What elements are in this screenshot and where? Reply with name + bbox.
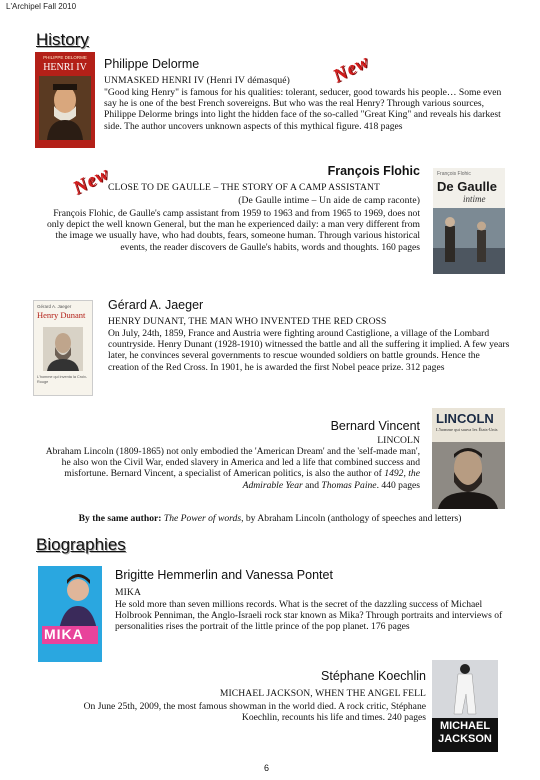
book-description: Abraham Lincoln (1809-1865) not only embodied the 'American Dream' and the 'self-made man', he also won the Civil War, ended slavery in America and led a life that combined success and misfortune. Bernard Vincent, a specialist of American politics, is also the author of 1492, the Admirable Year and Thomas Paine. 440 pages bbox=[45, 446, 420, 491]
cover-subtitle: L'homme qui inventa la Croix-Rouge bbox=[37, 375, 88, 384]
book-cover-lincoln bbox=[432, 408, 505, 509]
running-header: L'Archipel Fall 2010 bbox=[6, 2, 77, 11]
book-author: François Flohic bbox=[327, 164, 420, 178]
book-title: LINCOLN bbox=[377, 435, 420, 446]
book-author: Stéphane Koechlin bbox=[321, 669, 426, 683]
book-description: On July, 24th, 1859, France and Austria were fighting around Castiglione, a village of the Lombard countryside. Henry Dunant (1928-1910) witnessed the battle and all the suffering it implied. A few years later, he convinces several governments to rescue wounded soldiers on battle grounds. Hence the creation of the Red Cross. In 1901, he is awarded the first Nobel peace prize. 312 pages bbox=[108, 328, 510, 373]
cover-title: MIKA bbox=[44, 626, 84, 642]
portrait-illustration bbox=[432, 442, 505, 509]
cover-author: Gérard A. Jaeger bbox=[37, 304, 72, 309]
book-title: MIKA bbox=[115, 587, 141, 598]
cover-author: PHILIPPE DELORME bbox=[43, 55, 87, 60]
book-author: Gérard A. Jaeger bbox=[108, 298, 204, 312]
cover-author: François Flohic bbox=[437, 171, 471, 177]
book-description: On June 25th, 2009, the most famous showman in the world died. A rock critic, Stéphane Koechlin, recounts his life and times. 240 pages bbox=[83, 701, 426, 724]
book-cover-henri-iv bbox=[35, 52, 95, 148]
cover-title: LINCOLN bbox=[436, 411, 494, 426]
portrait-illustration bbox=[43, 327, 83, 371]
book-description: "Good king Henry" is famous for his qualities: tolerant, seducer, good towards his people… Some even say he is one of the best French sovereigns. But who was the real Henry? Through various sources, Philippe Delorme brings into light the hidden face of the so-called "Great King" and reveals his darkest side. The author uncovers unknown aspects of this mythical figure. 418 pages bbox=[104, 87, 502, 132]
same-author-line: By the same author: The Power of words, by Abraham Lincoln (anthology of speeches and letters) bbox=[78, 513, 462, 524]
book-cover-de-gaulle bbox=[433, 168, 505, 274]
book-title: CLOSE TO DE GAULLE – THE STORY OF A CAMP ASSISTANT bbox=[108, 182, 381, 193]
cover-title: HENRI IV bbox=[43, 62, 87, 73]
book-cover-mika bbox=[38, 566, 102, 662]
cover-title: MICHAEL JACKSON bbox=[438, 720, 492, 745]
photo-illustration bbox=[433, 208, 505, 274]
book-cover-henry-dunant bbox=[33, 300, 93, 396]
book-author: Bernard Vincent bbox=[330, 419, 420, 433]
cover-subtitle: intime bbox=[463, 194, 486, 204]
photo-illustration bbox=[38, 566, 102, 662]
book-cover-michael-jackson bbox=[432, 660, 498, 752]
book-title: UNMASKED HENRI IV (Henri IV démasqué) bbox=[104, 75, 290, 86]
book-title: HENRY DUNANT, THE MAN WHO INVENTED THE RED CROSS bbox=[108, 316, 387, 327]
cover-title: Henry Dunant bbox=[37, 310, 86, 320]
section-heading-history: History bbox=[36, 30, 89, 49]
book-description: François Flohic, de Gaulle's camp assistant from 1959 to 1963 and from 1965 to 1969, does not only depict the well known General, but the man he experienced daily: a man very different from the image we usually have, who had doubts, fears, someone human. Through various historical events, the reader discovers de Gaulle's habits, words and thoughts. 160 pages bbox=[46, 208, 420, 253]
book-author: Philippe Delorme bbox=[104, 57, 200, 71]
portrait-illustration bbox=[39, 76, 91, 140]
book-subtitle: (De Gaulle intime – Un aide de camp raconte) bbox=[238, 195, 420, 206]
book-title: MICHAEL JACKSON, WHEN THE ANGEL FELL bbox=[219, 688, 426, 699]
section-heading-biographies: Biographies bbox=[36, 535, 126, 554]
new-badge: New bbox=[329, 50, 373, 88]
book-description: He sold more than seven millions records. What is the secret of the dazzling success of Michael Holbrook Penniman, the Anglo-Israeli rock star known as Mika? Through portraits and interviews of personalities rises the portrait of the little prince of the pop planet. 176 pages bbox=[115, 599, 503, 633]
page-number: 6 bbox=[264, 763, 270, 773]
new-badge: New bbox=[69, 162, 113, 200]
cover-title: De Gaulle bbox=[437, 179, 497, 194]
book-author: Brigitte Hemmerlin and Vanessa Pontet bbox=[115, 568, 333, 582]
cover-subtitle: L'homme qui sauva les États-Unis bbox=[436, 427, 498, 432]
